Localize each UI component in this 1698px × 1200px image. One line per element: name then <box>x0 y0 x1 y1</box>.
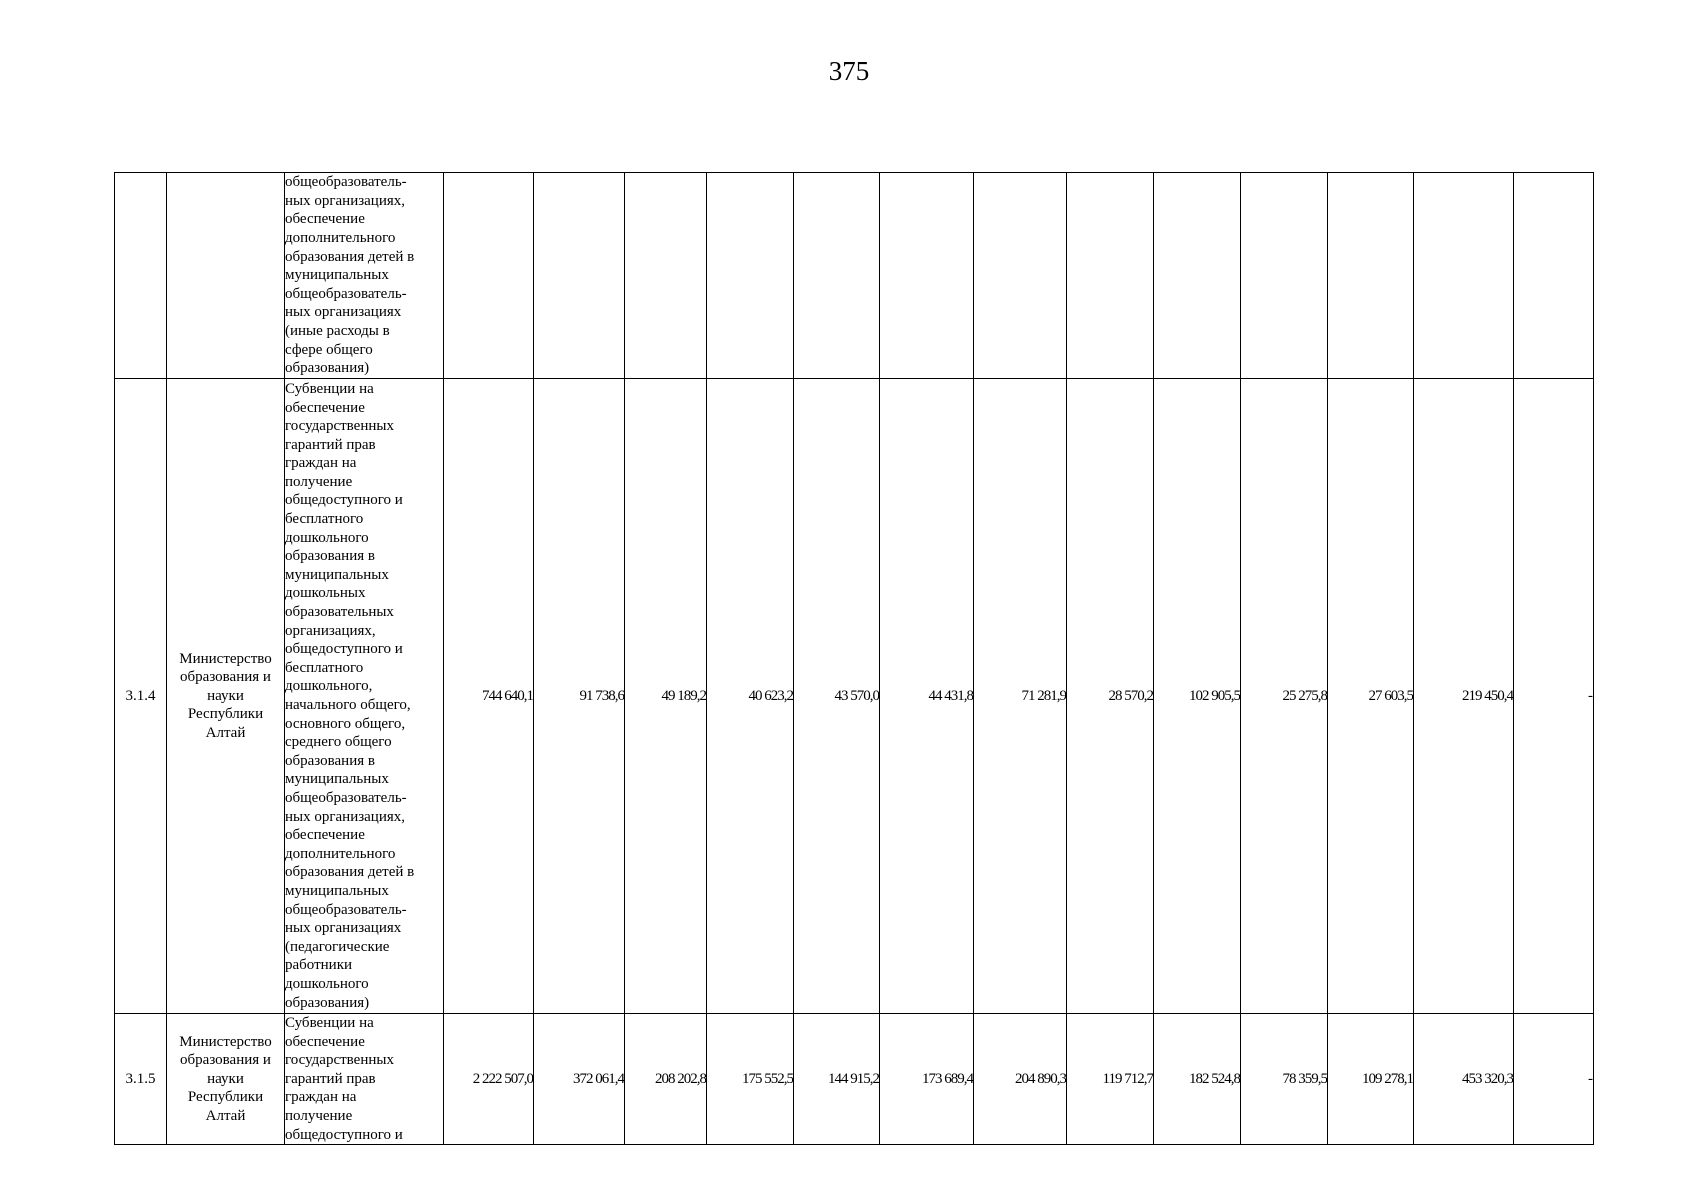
value-total <box>444 173 534 379</box>
value-cell: 372 061,4 <box>534 1014 625 1145</box>
value-cell <box>1514 173 1594 379</box>
value-cell: 91 738,6 <box>534 379 625 1014</box>
value-cell: 175 552,5 <box>707 1014 794 1145</box>
value-cell <box>707 173 794 379</box>
value-cell: 453 320,3 <box>1414 1014 1514 1145</box>
value-cell: 49 189,2 <box>625 379 707 1014</box>
table-row <box>115 173 1594 379</box>
value-cell <box>1067 173 1154 379</box>
value-cell: 204 890,3 <box>974 1014 1067 1145</box>
value-cell: 27 603,5 <box>1328 379 1414 1014</box>
budget-table <box>114 172 1594 1145</box>
value-cell: 25 275,8 <box>1241 379 1328 1014</box>
value-cell <box>534 173 625 379</box>
value-cell <box>974 173 1067 379</box>
measure-description: Субвенции на обеспечение государственных гарантий прав граждан на получение общедоступного и <box>285 1014 444 1145</box>
value-cell: 219 450,4 <box>1414 379 1514 1014</box>
value-cell <box>794 173 880 379</box>
row-number: 3.1.4 <box>115 379 167 1014</box>
value-cell: 109 278,1 <box>1328 1014 1414 1145</box>
responsible-organization: Министерство образования и науки Республики Алтай <box>167 379 285 1014</box>
value-cell <box>625 173 707 379</box>
value-cell: 78 359,5 <box>1241 1014 1328 1145</box>
row-number: 3.1.5 <box>115 1014 167 1145</box>
value-cell <box>1328 173 1414 379</box>
value-cell: - <box>1514 1014 1594 1145</box>
value-cell <box>880 173 974 379</box>
measure-description: Субвенции на обеспечение государственных гарантий прав граждан на получение общедоступного и бесплатного дошкольного образования в муниципальных дошкольных образовательных организациях, общедоступного и бесплатного дошкольного, начального общего, основного общего, среднего общего образования в муниципальных общеобразователь- ных организациях, обеспечение дополнительного образования детей в муниципальных общеобразователь- ных организациях (педагогические работники дошкольного образования) <box>285 379 444 1014</box>
row-number <box>115 173 167 379</box>
value-cell: 182 524,8 <box>1154 1014 1241 1145</box>
responsible-organization <box>167 173 285 379</box>
value-cell: 28 570,2 <box>1067 379 1154 1014</box>
value-cell: - <box>1514 379 1594 1014</box>
table-row <box>115 1014 1594 1145</box>
value-cell: 102 905,5 <box>1154 379 1241 1014</box>
value-cell: 173 689,4 <box>880 1014 974 1145</box>
value-cell: 44 431,8 <box>880 379 974 1014</box>
value-cell: 40 623,2 <box>707 379 794 1014</box>
responsible-organization: Министерство образования и науки Республики Алтай <box>167 1014 285 1145</box>
measure-description: общеобразователь- ных организациях, обеспечение дополнительного образования детей в муниципальных общеобразователь- ных организациях (иные расходы в сфере общего образования) <box>285 173 444 379</box>
value-cell <box>1154 173 1241 379</box>
value-cell: 144 915,2 <box>794 1014 880 1145</box>
value-total: 2 222 507,0 <box>444 1014 534 1145</box>
value-cell: 119 712,7 <box>1067 1014 1154 1145</box>
value-cell: 43 570,0 <box>794 379 880 1014</box>
value-cell <box>1241 173 1328 379</box>
page-number: 375 <box>828 56 870 86</box>
value-total: 744 640,1 <box>444 379 534 1014</box>
table-row <box>115 379 1594 1014</box>
value-cell: 208 202,8 <box>625 1014 707 1145</box>
value-cell <box>1414 173 1514 379</box>
value-cell: 71 281,9 <box>974 379 1067 1014</box>
